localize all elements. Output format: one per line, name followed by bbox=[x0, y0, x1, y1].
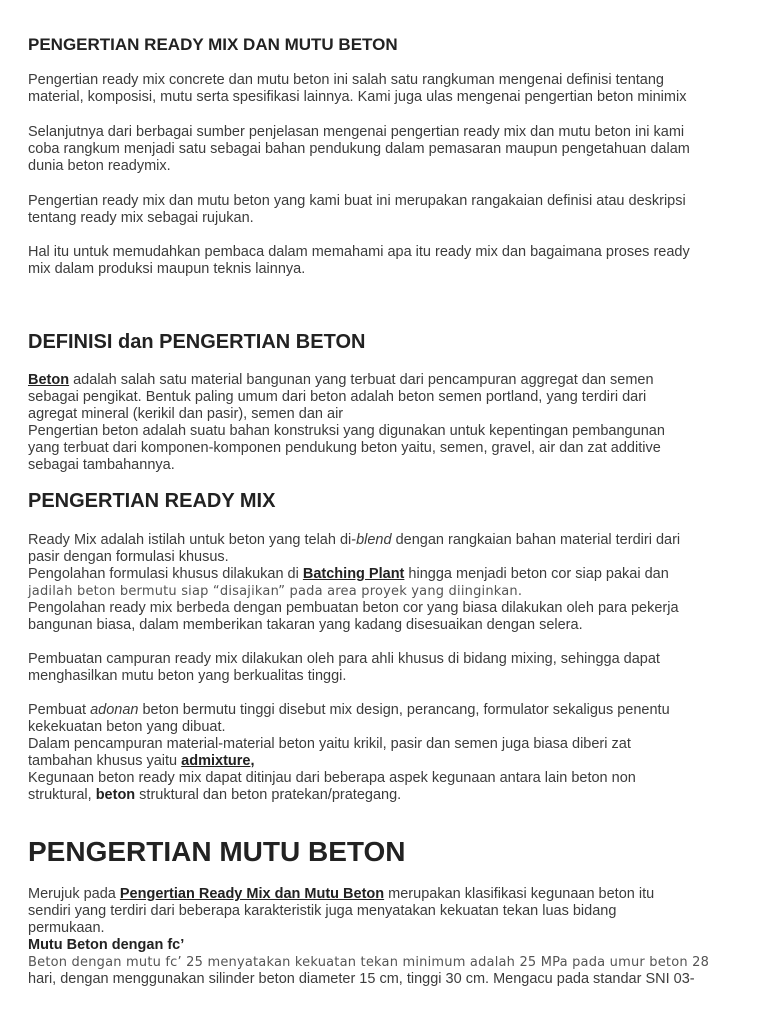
text-line bbox=[28, 753, 740, 770]
text-fragment: Pengolahan formulasi khusus dilakukan di bbox=[28, 566, 303, 582]
text-line: sendiri yang terdiri dari beberapa karakteristik juga menyatakan kekuatan tekan luas bidang bbox=[28, 903, 617, 919]
text-line: tentang ready mix sebagai rujukan. bbox=[28, 210, 254, 226]
ready-mix-mutu-beton-link[interactable]: Pengertian Ready Mix dan Mutu Beton bbox=[119, 886, 385, 902]
section-title-pengertian-mutu-beton: PENGERTIAN MUTU BETON bbox=[28, 836, 406, 867]
text-line: Hal itu untuk memudahkan pembaca dalam memahami apa itu ready mix dan bagaimana proses ready bbox=[28, 244, 690, 260]
emphasis-text: blend bbox=[356, 532, 392, 548]
text-line: coba rangkum menjadi satu sebagai bahan pendukung dalam pemasaran maupun pengetahuan dalam bbox=[28, 141, 690, 157]
paragraph-definition-series bbox=[28, 193, 740, 227]
text-line: mix dalam produksi maupun teknis lainnya. bbox=[28, 261, 306, 277]
text-line: jadilah beton bermutu siap “disajikan” pada area proyek yang diinginkan. bbox=[28, 584, 523, 599]
text-line: yang terbuat dari komponen-komponen pendukung beton yaitu, semen, gravel, air dan zat additive bbox=[28, 440, 661, 456]
section-title-pengertian-ready-mix: PENGERTIAN READY MIX bbox=[28, 490, 276, 512]
text-line: Beton dengan mutu fc’ 25 menyatakan kekuatan tekan minimum adalah 25 MPa pada umur beton 28 bbox=[28, 955, 710, 970]
text-line bbox=[28, 702, 740, 719]
paragraph-mixing-experts bbox=[28, 651, 740, 685]
paragraph-mutu-beton bbox=[28, 886, 740, 988]
text-fragment: , bbox=[250, 753, 255, 769]
text-line: Dalam pencampuran material-material beton yaitu krikil, pasir dan semen juga biasa diberi zat bbox=[28, 736, 631, 752]
text-fragment: Merujuk pada bbox=[28, 886, 120, 902]
text-line bbox=[28, 787, 740, 804]
text-fragment: merupakan klasifikasi kegunaan beton itu bbox=[384, 886, 655, 902]
paragraph-ready-mix-definition bbox=[28, 532, 740, 634]
beton-link[interactable]: Beton bbox=[28, 372, 70, 388]
text-line: Selanjutnya dari berbagai sumber penjelasan mengenai pengertian ready mix dan mutu beton ini kami bbox=[28, 124, 685, 140]
section-title-definisi-beton: DEFINISI dan PENGERTIAN BETON bbox=[28, 331, 366, 353]
text-line: Pengertian beton adalah suatu bahan konstruksi yang digunakan untuk kepentingan pembangunan bbox=[28, 423, 665, 439]
text-line: Pengertian ready mix dan mutu beton yang kami buat ini merupakan rangakaian definisi atau deskripsi bbox=[28, 193, 686, 209]
text-line: material, komposisi, mutu serta spesifikasi lainnya. Kami juga ulas mengenai pengertian beton minimix bbox=[28, 89, 687, 105]
text-line bbox=[28, 566, 740, 583]
text-line bbox=[28, 886, 740, 903]
text-line: agregat mineral (kerikil dan pasir), semen dan air bbox=[28, 406, 344, 422]
text-line: bangunan biasa, dalam memberikan takaran yang kadang disesuaikan dengan selera. bbox=[28, 617, 583, 633]
text-line: dunia beton readymix. bbox=[28, 158, 171, 174]
batching-plant-link[interactable]: Batching Plant bbox=[302, 566, 405, 582]
text-line: Pengolahan ready mix berbeda dengan pembuatan beton cor yang biasa dilakukan oleh para pekerja bbox=[28, 600, 679, 616]
text-line: sebagai pengikat. Bentuk paling umum dari beton adalah beton semen portland, yang terdiri dari bbox=[28, 389, 647, 405]
paragraph-sources bbox=[28, 124, 740, 175]
paragraph-mix-design bbox=[28, 702, 740, 804]
text-line: hari, dengan menggunakan silinder beton diameter 15 cm, tinggi 30 cm. Mengacu pada standar SNI 03- bbox=[28, 971, 695, 987]
text-fragment: Ready Mix adalah istilah untuk beton yang telah di- bbox=[28, 532, 357, 548]
text-line: Kegunaan beton ready mix dapat ditinjau dari beberapa aspek kegunaan antara lain beton non bbox=[28, 770, 636, 786]
emphasis-text: adonan bbox=[90, 702, 139, 718]
text-fragment: beton bermutu tinggi disebut mix design, perancang, formulator sekaligus penentu bbox=[138, 702, 670, 718]
text-line: sebagai tambahannya. bbox=[28, 457, 175, 473]
text-fragment: struktural dan beton pratekan/prategang. bbox=[135, 787, 402, 803]
text-line bbox=[28, 532, 740, 549]
text-fragment: hingga menjadi beton cor siap pakai dan bbox=[404, 566, 669, 582]
text-line bbox=[28, 372, 740, 389]
paragraph-beton-definition bbox=[28, 372, 740, 474]
text-line: pasir dengan formulasi khusus. bbox=[28, 549, 229, 565]
text-fragment: Pembuat bbox=[28, 702, 91, 718]
subheading-mutu-fc: Mutu Beton dengan fc’ bbox=[28, 937, 185, 953]
admixture-link[interactable]: admixture bbox=[181, 753, 251, 769]
text-line: Pengertian ready mix concrete dan mutu beton ini salah satu rangkuman mengenai definisi tentang bbox=[28, 72, 664, 88]
text-fragment: adalah salah satu material bangunan yang terbuat dari pencampuran aggregat dan semen bbox=[69, 372, 654, 388]
text-fragment: dengan rangkaian bahan material terdiri dari bbox=[391, 532, 681, 548]
paragraph-purpose bbox=[28, 244, 740, 278]
text-fragment: tambahan khusus yaitu bbox=[28, 753, 182, 769]
text-line: permukaan. bbox=[28, 920, 105, 936]
text-line: menghasilkan mutu beton yang berkualitas tinggi. bbox=[28, 668, 347, 684]
bold-text: beton bbox=[95, 787, 136, 803]
text-fragment: struktural, bbox=[28, 787, 96, 803]
paragraph-intro bbox=[28, 72, 740, 106]
section-title-ready-mix-mutu-beton: PENGERTIAN READY MIX DAN MUTU BETON bbox=[28, 35, 398, 54]
text-line: Pembuatan campuran ready mix dilakukan oleh para ahli khusus di bidang mixing, sehingga dapat bbox=[28, 651, 660, 667]
text-line: kekekuatan beton yang dibuat. bbox=[28, 719, 226, 735]
